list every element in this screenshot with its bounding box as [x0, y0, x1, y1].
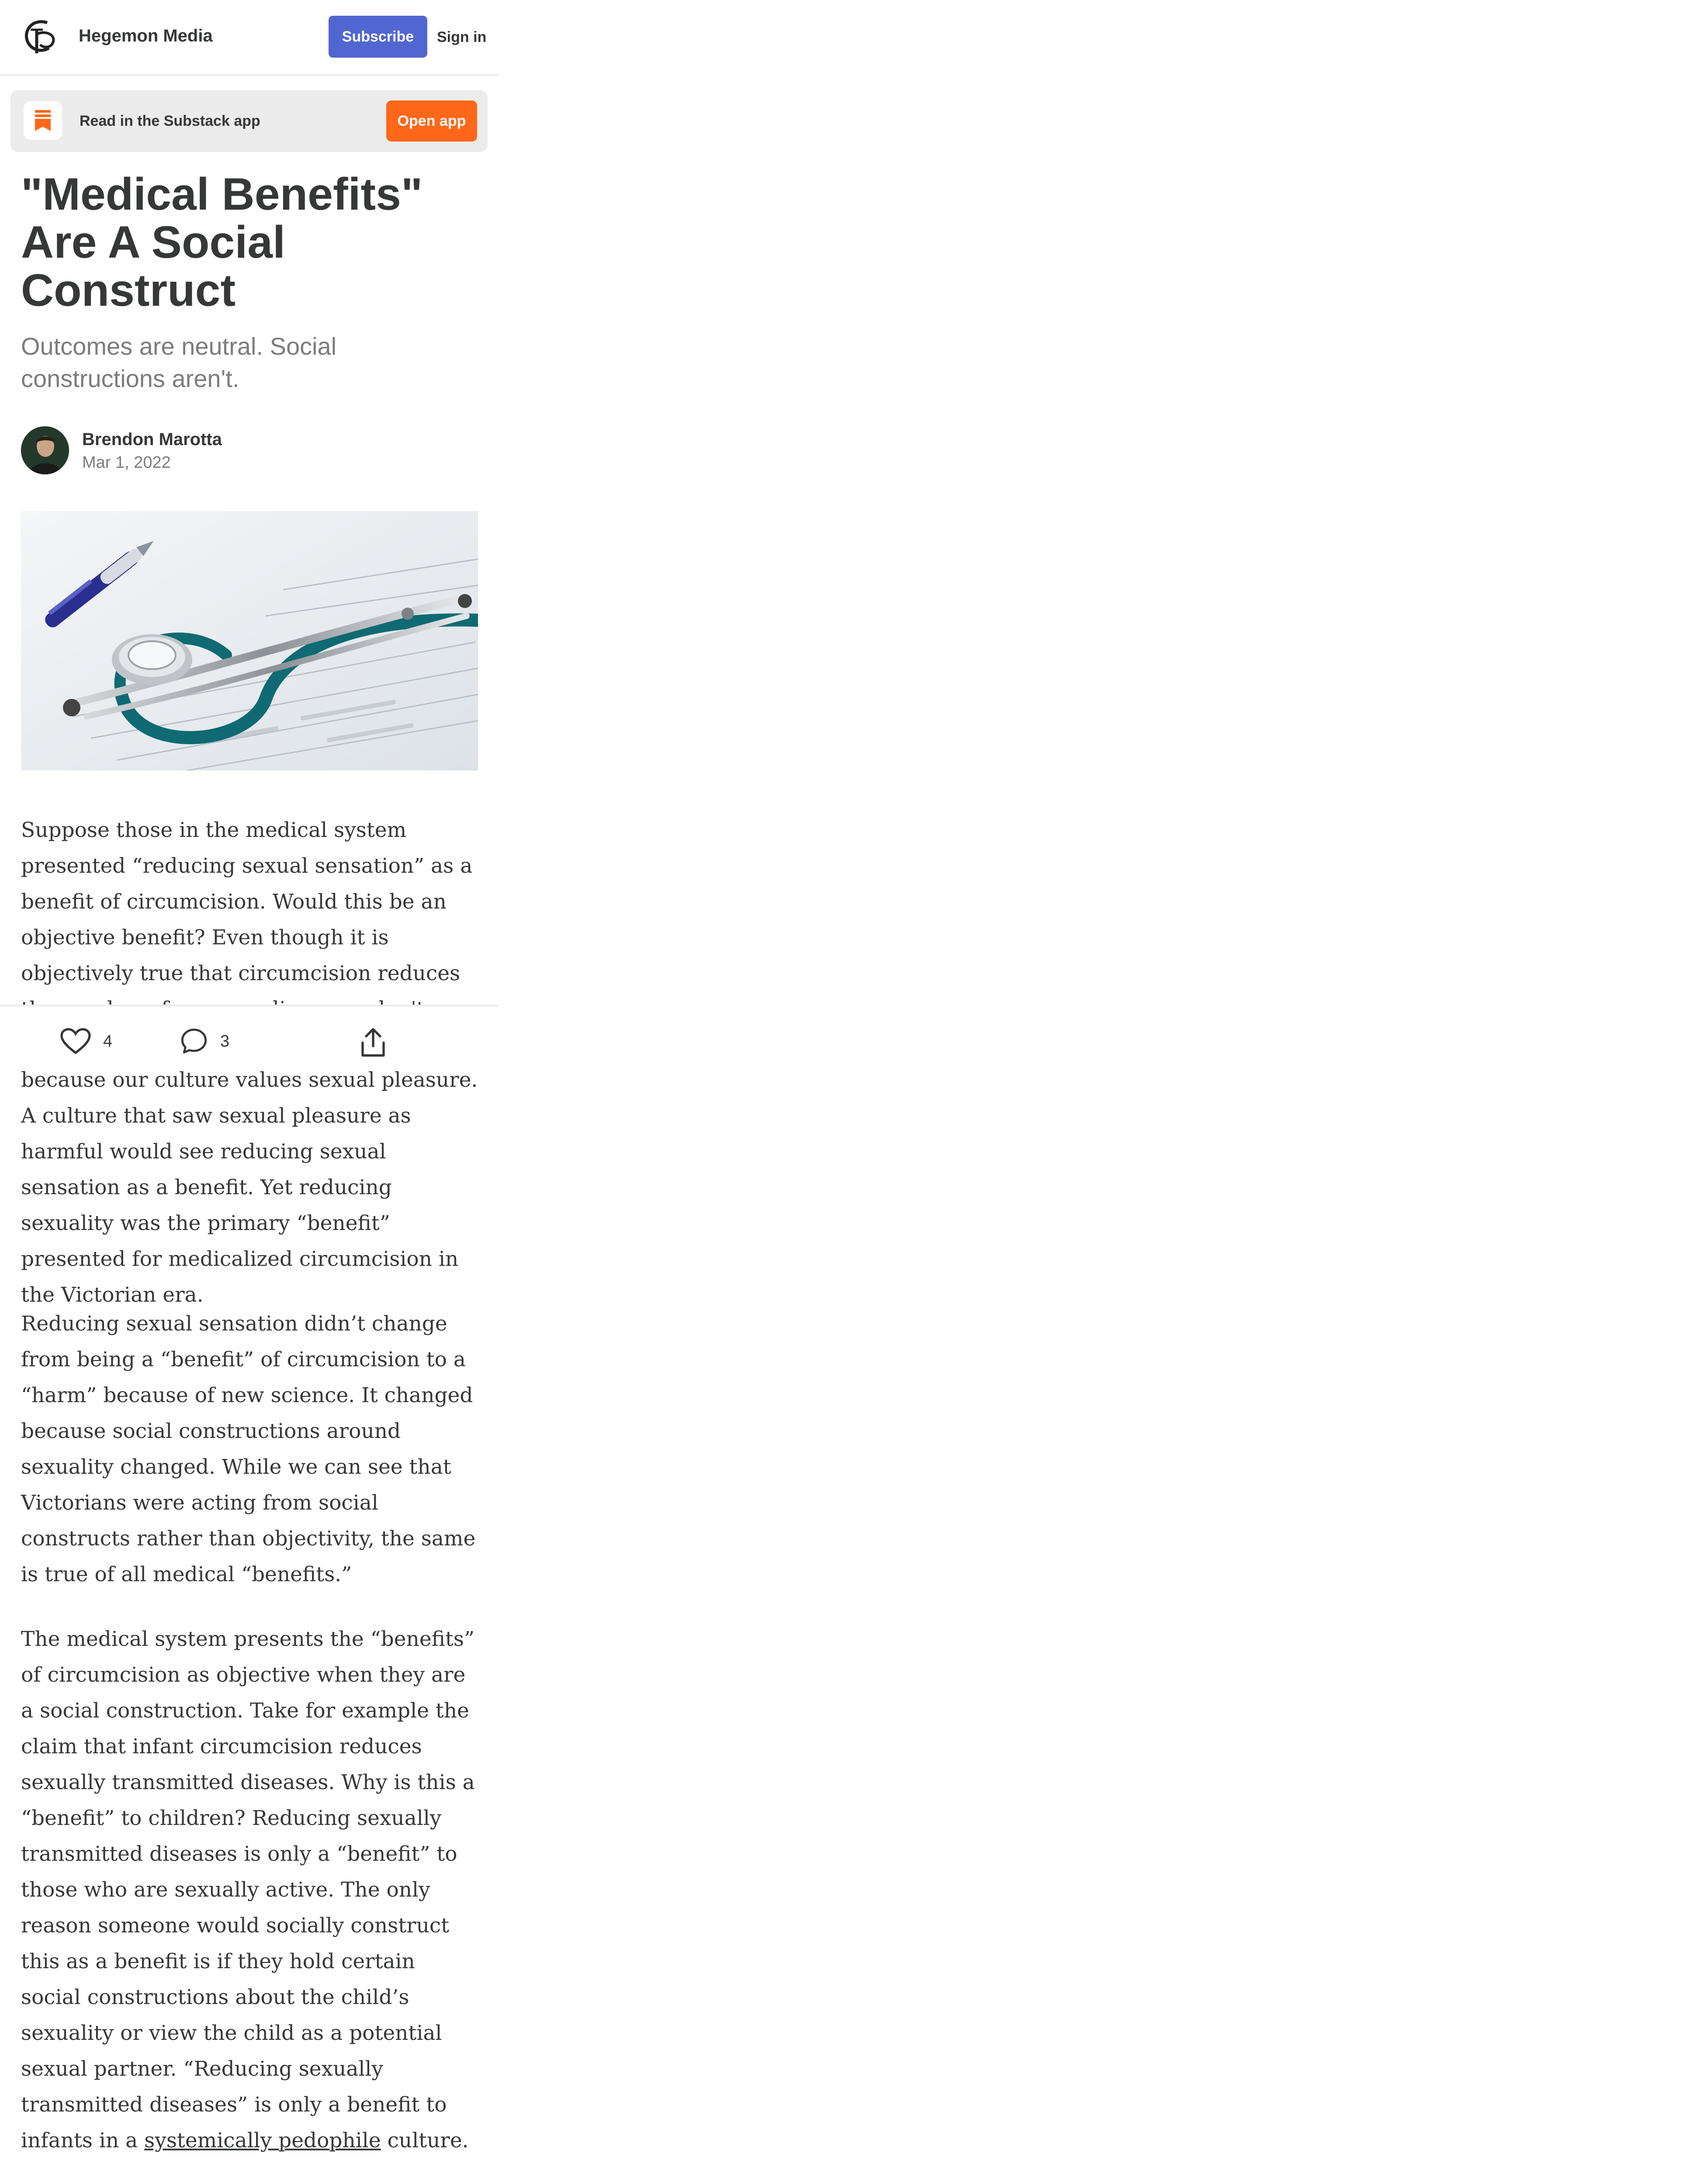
systemically-pedophile-link[interactable]: systemically pedophile: [144, 2129, 381, 2153]
subscribe-button[interactable]: Subscribe: [329, 16, 427, 58]
author-name[interactable]: Brendon Marotta: [82, 430, 222, 449]
substack-app-icon: [24, 101, 62, 140]
paragraph-3-end-text: culture.: [381, 2129, 469, 2153]
paragraph-3: [21, 1621, 478, 2159]
open-app-button[interactable]: Open app: [386, 100, 477, 142]
substack-bookmark-icon: [33, 109, 52, 132]
paragraph-4: [21, 2181, 478, 2184]
paragraph-2: [21, 1306, 478, 1593]
share-icon: [359, 1027, 387, 1058]
post-date: Mar 1, 2022: [82, 453, 171, 472]
post-subtitle: Outcomes are neutral. Social constructions aren't.: [21, 332, 337, 392]
paragraph-1-text: Suppose those in the medical system presented “reducing sexual sensation” as a benefit of circumcision. Would this be an objective benefit? Even though it is objectively true that circumcision reduces: [21, 818, 473, 985]
top-navigation-bar: [0, 0, 498, 76]
paragraph-1-continued-text: because our culture values sexual pleasure. A culture that saw sexual pleasure as harmful would see reducing sexual sensation as a benefit. Yet reducing sexuality was the primary “benefit” presented for medicalized circumcision in the Victorian era.: [21, 1068, 478, 1307]
paragraph-1: [21, 812, 478, 1027]
author-avatar[interactable]: [21, 426, 69, 474]
stethoscope-photo: [21, 511, 478, 771]
paragraph-3-text: The medical system presents the “benefits” of circumcision as objective when they are a social construction. Take for example the claim that infant circumcision reduces sexually transmitted diseases. Why is this a “benefit” to children? Reducing sexually transmitted diseases is only a “benefit” to those who are sexually active. The only reason someone would socially construct this as a benefit is if they hold certain social constructions about the child’s sexuality or view the child as a potential sexual partner. “Reducing sexually transmitted diseases” is only a benefit to infants in a: [21, 1627, 475, 2153]
like-button[interactable]: [60, 1027, 112, 1055]
author-photo-icon: [21, 426, 69, 474]
comment-icon: [180, 1027, 208, 1055]
substack-app-banner: [10, 90, 488, 152]
paragraph-2-text: Reducing sexual sensation didn’t change from being a “benefit” of circumcision to a “harm” because of new science. It changed because social constructions around sexuality changed. While we can see that Victorians were acting from social constructs rather than objectivity, the same is true of all medical “benefits.”: [21, 1312, 476, 1586]
publication-logo-icon[interactable]: [21, 17, 60, 56]
app-banner-text: Read in the Substack app: [80, 113, 260, 129]
hero-image: [21, 511, 478, 771]
heart-icon: [60, 1027, 91, 1055]
publication-name[interactable]: Hegemon Media: [79, 26, 213, 45]
like-count: 4: [103, 1032, 113, 1051]
article-column: [0, 0, 498, 2184]
post-title: "Medical Benefits" Are A Social Construct: [21, 169, 423, 316]
share-button[interactable]: [359, 1027, 387, 1058]
sign-in-link[interactable]: Sign in: [437, 29, 487, 45]
comment-count: 3: [220, 1032, 230, 1051]
comment-button[interactable]: [180, 1027, 229, 1055]
paragraph-1-continued: [21, 1062, 478, 1313]
